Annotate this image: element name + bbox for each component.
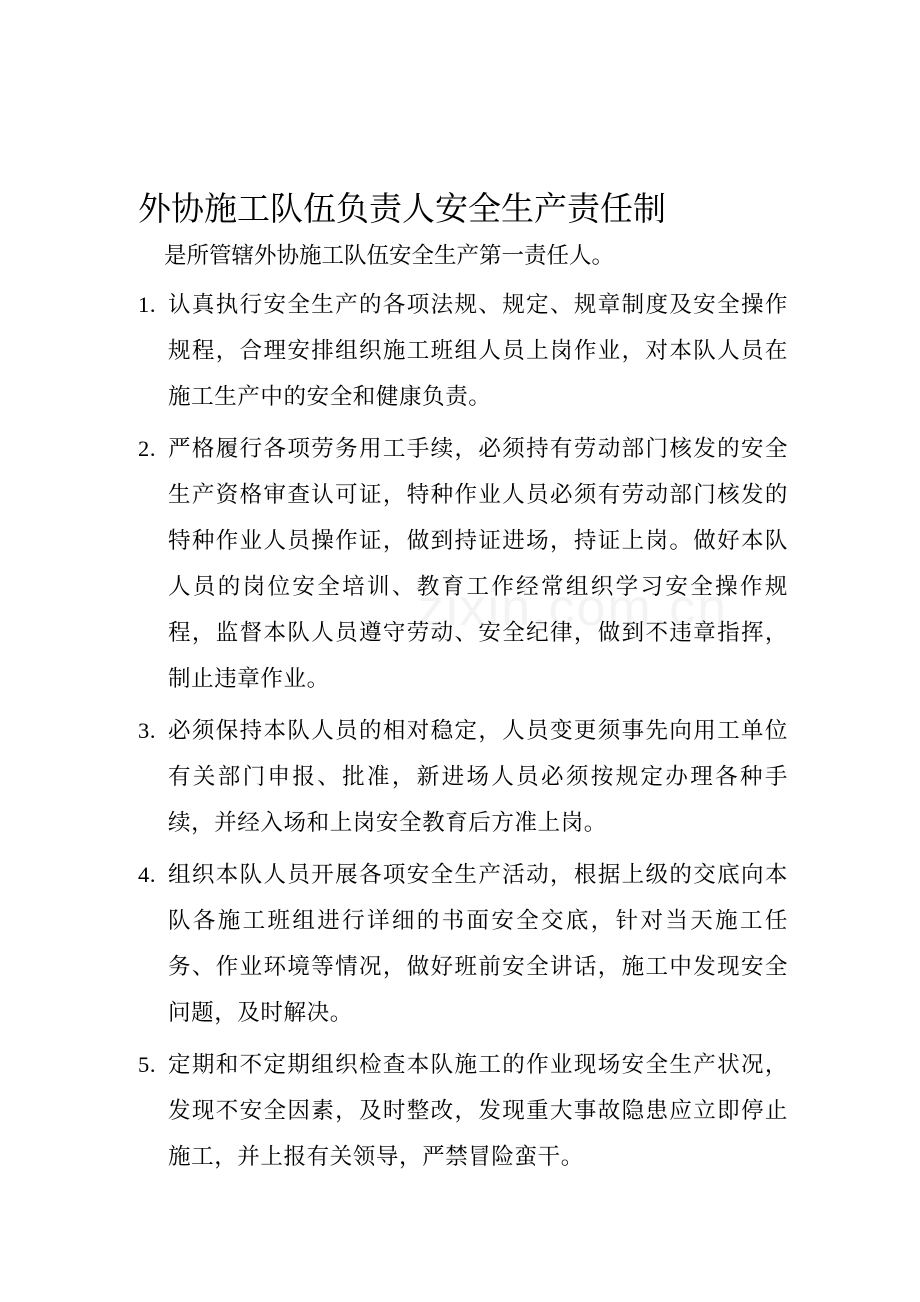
list-item-text: 必须保持本队人员的相对稳定，人员变更须事先向用工单位有关部门申报、批准，新进场人员必须按规定办理各种手续，并经入场和上岗安全教育后方准上岗。 [168, 718, 788, 836]
document-body [138, 184, 788, 1186]
responsibility-list [138, 282, 788, 1180]
list-item-number: 2. [138, 436, 157, 461]
document-title: 外协施工队伍负责人安全生产责任制 [138, 189, 666, 228]
list-item-number: 5. [138, 1052, 157, 1077]
list-item [138, 426, 788, 702]
list-item-text: 严格履行各项劳务用工手续，必须持有劳动部门核发的安全生产资格审查认可证，特种作业人员必须有劳动部门核发的特种作业人员操作证，做到持证进场，持证上岗。做好本队人员的岗位安全培训、教育工作经常组织学习安全操作规程，监督本队人员遵守劳动、安全纪律，做到不违章指挥，制止违章作业。 [168, 436, 788, 692]
list-item [138, 1042, 788, 1180]
list-item-text: 认真执行安全生产的各项法规、规定、规章制度及安全操作规程，合理安排组织施工班组人员上岗作业，对本队人员在施工生产中的安全和健康负责。 [168, 292, 788, 410]
list-item-text: 组织本队人员开展各项安全生产活动，根据上级的交底向本队各施工班组进行详细的书面安全交底，针对当天施工任务、作业环境等情况，做好班前安全讲话，施工中发现安全问题，及时解决。 [168, 862, 788, 1026]
intro-paragraph: 是所管辖外协施工队伍安全生产第一责任人。 [164, 243, 615, 269]
list-item [138, 852, 788, 1036]
list-item-number: 1. [138, 292, 157, 317]
list-item [138, 708, 788, 846]
list-item-number: 4. [138, 862, 157, 887]
list-item-number: 3. [138, 718, 157, 743]
list-item [138, 282, 788, 420]
list-item-text: 定期和不定期组织检查本队施工的作业现场安全生产状况，发现不安全因素，及时整改，发现重大事故隐患应立即停止施工，并上报有关领导，严禁冒险蛮干。 [168, 1052, 788, 1170]
